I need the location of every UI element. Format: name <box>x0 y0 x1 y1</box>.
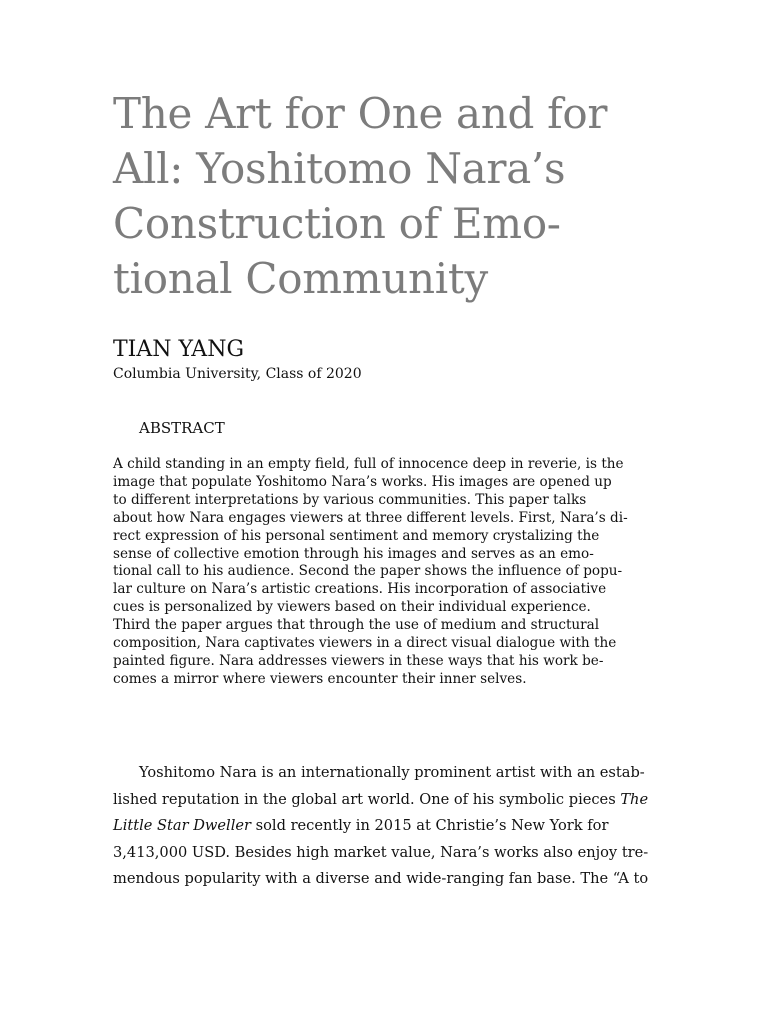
title-line: Construction of Emo- <box>113 199 561 248</box>
body-text-segment: lished reputation in the global art world. One of his symbolic pieces <box>113 790 621 808</box>
body-line: 3,413,000 USD. Besides high market value, Nara’s works also enjoy tre- <box>113 843 649 861</box>
author-affiliation: Columbia University, Class of 2020 <box>113 366 362 382</box>
abstract-line: tional call to his audience. Second the paper shows the influence of popu- <box>113 563 623 580</box>
abstract-line: about how Nara engages viewers at three different levels. First, Nara’s di- <box>113 509 628 526</box>
title-line: tional Community <box>113 254 488 303</box>
title-line: The Art for One and for <box>113 89 608 138</box>
abstract-line: sense of collective emotion through his images and serves as an emo- <box>113 545 594 562</box>
abstract-line: image that populate Yoshitomo Nara’s works. His images are opened up <box>113 473 612 490</box>
abstract-text <box>113 456 673 689</box>
abstract-line: comes a mirror where viewers encounter their inner selves. <box>113 670 527 687</box>
abstract-line: lar culture on Nara’s artistic creations. His incorporation of associative <box>113 581 607 598</box>
abstract-line: composition, Nara captivates viewers in a direct visual dialogue with the <box>113 635 617 652</box>
artwork-title: The <box>620 790 649 808</box>
paper-title <box>113 86 673 306</box>
body-line: Yoshitomo Nara is an internationally prominent artist with an estab- <box>139 764 645 781</box>
title-line: All: Yoshitomo Nara’s <box>113 144 566 193</box>
body-paragraph <box>113 760 673 893</box>
abstract-line: rect expression of his personal sentiment and memory crystalizing the <box>113 527 600 544</box>
abstract-line: painted figure. Nara addresses viewers in these ways that his work be- <box>113 652 604 669</box>
author-name: TIAN YANG <box>113 337 245 362</box>
artwork-title: Little Star Dweller <box>113 817 251 835</box>
abstract-line: to different interpretations by various communities. This paper talks <box>113 491 587 508</box>
abstract-line: A child standing in an empty field, full of innocence deep in reverie, is the <box>113 456 624 472</box>
body-line <box>113 813 673 840</box>
body-line: mendous popularity with a diverse and wide-ranging fan base. The “A to <box>113 870 649 888</box>
abstract-line: Third the paper argues that through the use of medium and structural <box>113 617 600 634</box>
abstract-heading: ABSTRACT <box>139 419 225 437</box>
body-text-segment: sold recently in 2015 at Christie’s New York for <box>251 817 609 835</box>
abstract-line: cues is personalized by viewers based on their individual experience. <box>113 599 591 616</box>
body-line <box>113 787 673 814</box>
